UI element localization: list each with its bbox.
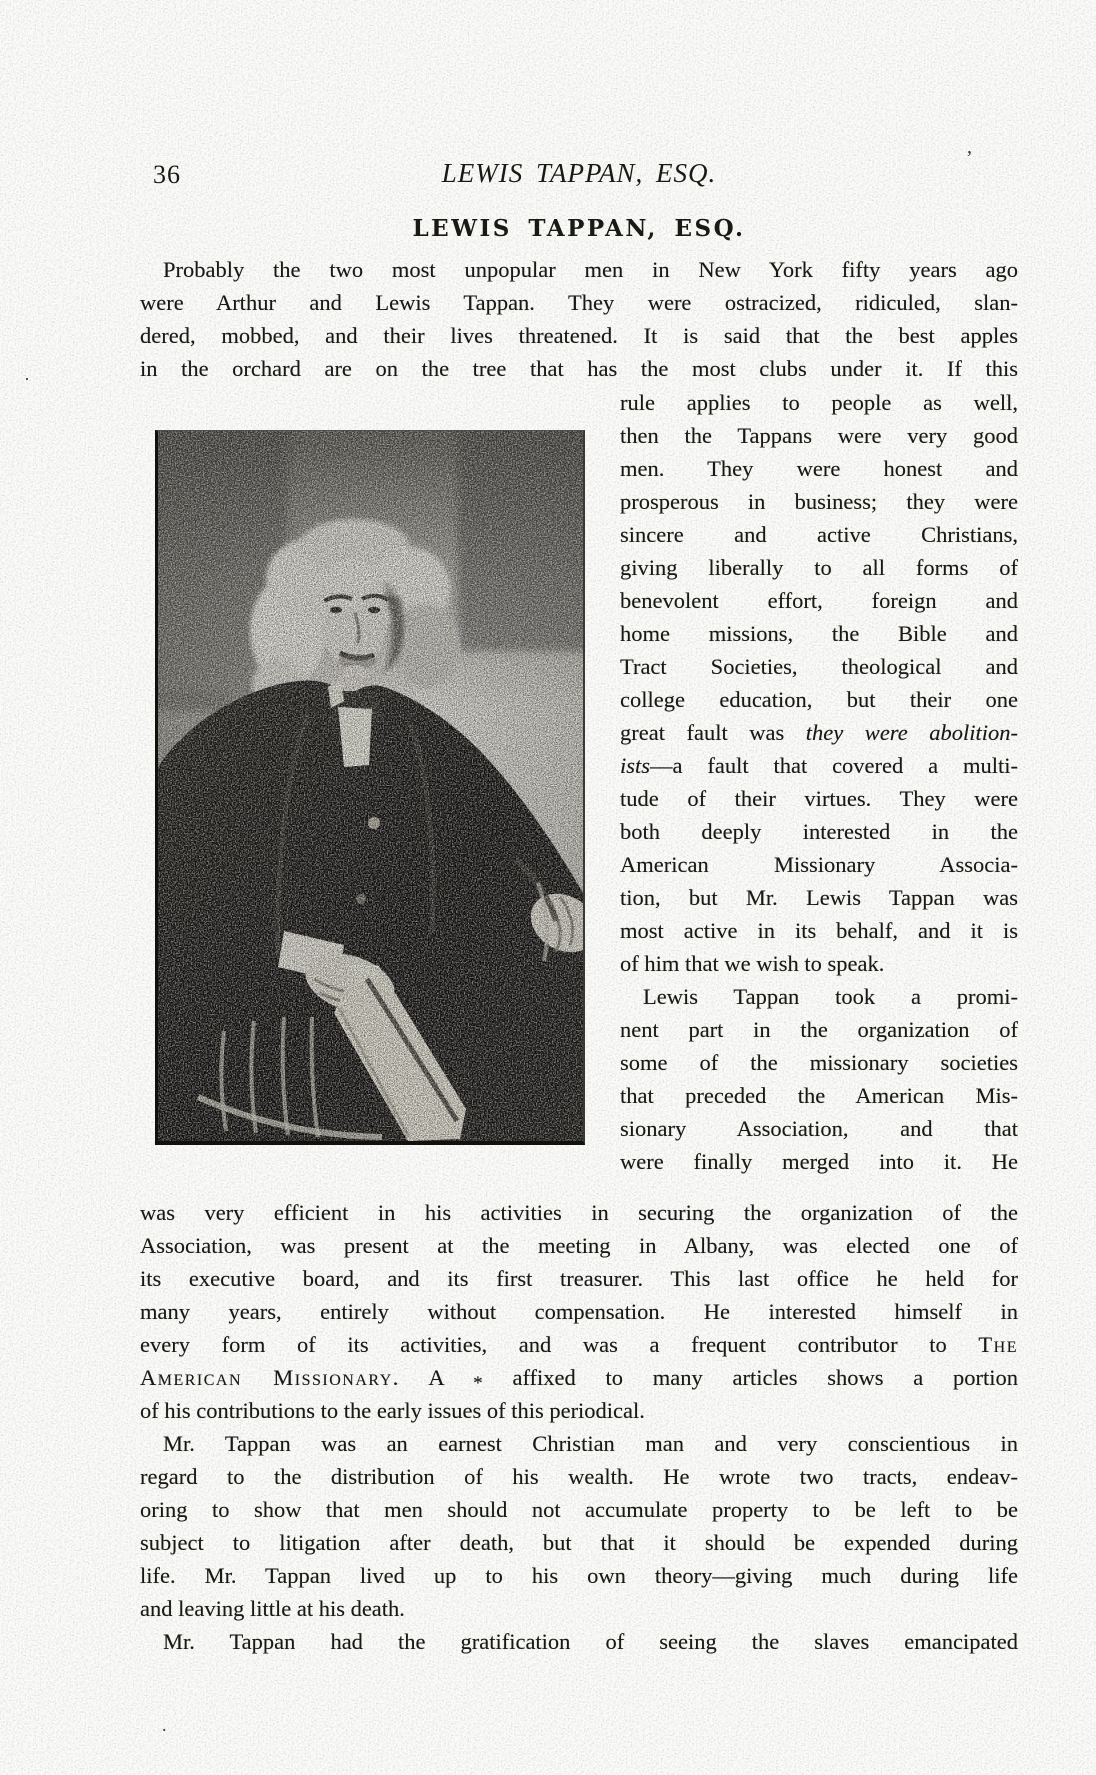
text-line: were finally merged into it. He	[620, 1149, 1018, 1174]
text-line: of him that we wish to speak.	[620, 951, 885, 976]
text-line: American Missionary Associa-	[620, 852, 1018, 877]
text-line: Mr. Tappan was an earnest Christian man and very conscientious in	[163, 1431, 1018, 1456]
text-line: tion, but Mr. Lewis Tappan was	[620, 885, 1018, 910]
article-title: LEWIS TAPPAN, ESQ.	[412, 215, 746, 242]
paragraph-intro	[140, 253, 1018, 385]
text-line: rule applies to people as well,	[620, 390, 1018, 415]
text-line: great fault was they were abolition-	[620, 720, 1018, 745]
text-line: Tract Societies, theological and	[620, 654, 1018, 679]
text-line: American Missionary. A $_*$ affixed to many articles shows a portion	[140, 1365, 1019, 1395]
text-line: Mr. Tappan had the gratification of seeing the slaves emancipated	[163, 1629, 1018, 1654]
lewis-tappan-portrait	[155, 430, 585, 1145]
text-line: subject to litigation after death, but that it should be expended during	[140, 1530, 1018, 1555]
paragraph-continuation	[140, 1196, 1018, 1427]
text-line: was very efficient in his activities in securing the organization of the	[140, 1200, 1018, 1225]
text-line: benevolent effort, foreign and	[620, 588, 1018, 613]
text-line: nent part in the organization of	[620, 1017, 1018, 1042]
text-line: home missions, the Bible and	[620, 621, 1018, 646]
text-line: then the Tappans were very good	[620, 423, 1018, 448]
text-column	[620, 386, 1018, 1178]
paragraph-wealth	[140, 1427, 1018, 1625]
page-header	[140, 158, 1018, 192]
text-line: sincere and active Christians,	[620, 522, 1018, 547]
text-line: tude of their virtues. They were	[620, 786, 1018, 811]
text-line: and leaving little at his death.	[140, 1596, 405, 1621]
running-header: LEWIS TAPPAN, ESQ.	[441, 158, 717, 188]
text-line: men. They were honest and	[620, 456, 1018, 481]
portrait-column	[140, 386, 620, 1178]
text-line: both deeply interested in the	[620, 819, 1018, 844]
text-line: many years, entirely without compensation. He interested himself in	[140, 1299, 1018, 1324]
text-line: regard to the distribution of his wealth. He wrote two tracts, endeav-	[140, 1464, 1018, 1489]
text-line: prosperous in business; they were	[620, 489, 1018, 514]
text-line: its executive board, and its first treasurer. This last office he held for	[140, 1266, 1018, 1291]
text-line: Probably the two most unpopular men in New York fifty years ago	[163, 257, 1018, 282]
text-line: dered, mobbed, and their lives threatened. It is said that the best apples	[140, 323, 1018, 348]
text-line: ists—a fault that covered a multi-	[620, 753, 1018, 778]
text-line: were Arthur and Lewis Tappan. They were ostracized, ridiculed, slan-	[140, 290, 1018, 315]
text-line: some of the missionary societies	[620, 1050, 1018, 1075]
two-column-region	[140, 386, 1018, 1178]
text-line: sionary Association, and that	[620, 1116, 1018, 1141]
text-line: oring to show that men should not accumulate property to be left to be	[140, 1497, 1018, 1522]
page-number: 36	[153, 160, 181, 189]
text-line: college education, but their one	[620, 687, 1018, 712]
paragraph-emancipation	[140, 1625, 1018, 1658]
scan-artifact-mark: .	[162, 1715, 167, 1735]
scan-artifact-mark: ’	[966, 147, 973, 169]
text-line: Association, was present at the meeting in Albany, was elected one of	[140, 1233, 1018, 1258]
text-line: most active in its behalf, and it is	[620, 918, 1018, 943]
text-line: that preceded the American Mis-	[620, 1083, 1018, 1108]
scan-artifact-mark: ·	[24, 369, 28, 389]
text-line: of his contributions to the early issues of this periodical.	[140, 1398, 645, 1423]
text-line: Lewis Tappan took a promi-	[643, 984, 1018, 1009]
portrait-image	[158, 431, 583, 1141]
text-line: in the orchard are on the tree that has the most clubs under it. If this	[140, 356, 1018, 381]
text-line: every form of its activities, and was a frequent contributor to The	[140, 1332, 1018, 1357]
text-line: life. Mr. Tappan lived up to his own theory—giving much during life	[140, 1563, 1018, 1588]
text-line: giving liberally to all forms of	[620, 555, 1018, 580]
